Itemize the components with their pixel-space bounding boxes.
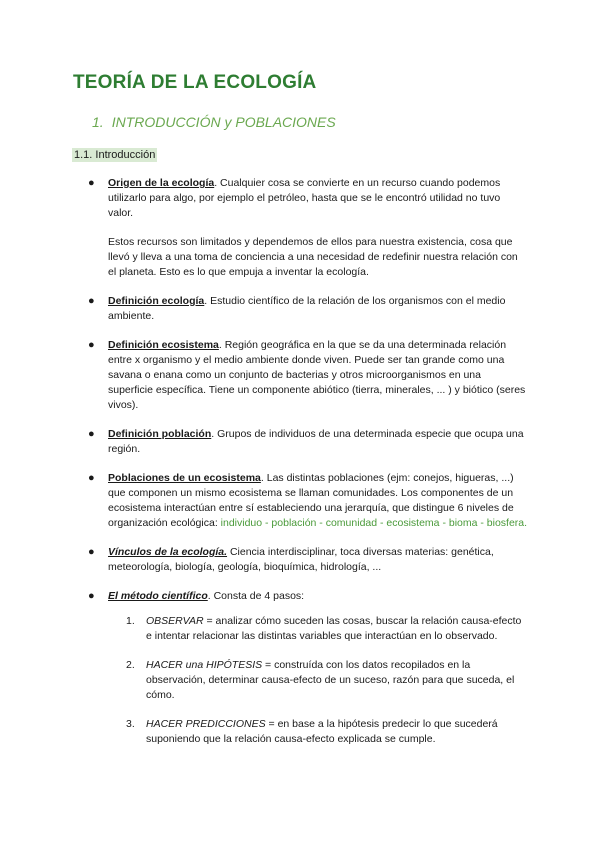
item-paragraph <box>108 294 528 324</box>
section-heading <box>92 114 336 130</box>
item-paragraph <box>108 545 528 575</box>
numbered-steps <box>126 614 528 747</box>
step-label: OBSERVAR <box>146 615 204 627</box>
bullet-icon: ● <box>88 177 95 189</box>
step-number: 3. <box>126 718 135 730</box>
step-number: 2. <box>126 659 135 671</box>
item-text: Ciencia interdisciplinar, toca diversas materias: genética, meteorología, biología, geología, bioquímica, hidrología, ... <box>108 546 494 573</box>
item-term: Poblaciones de un ecosistema <box>108 472 261 484</box>
bullet-icon: ● <box>88 546 95 558</box>
item-text: . Cualquier cosa se convierte en un recurso cuando podemos utilizarlo para algo, por ejemplo el petróleo, hasta que se le encontró utilidad no tuvo valor. <box>108 177 501 219</box>
item-text: . Grupos de individuos de una determinada especie que ocupa una región. <box>108 428 524 455</box>
step-item <box>126 614 528 644</box>
item-paragraph <box>108 589 528 604</box>
step-item <box>126 658 528 703</box>
step-number: 1. <box>126 615 135 627</box>
subsection-heading: 1.1. Introducción <box>74 149 156 161</box>
list-item-metodo <box>88 589 528 747</box>
item-paragraph <box>108 176 528 221</box>
bullet-icon: ● <box>88 472 95 484</box>
step-text: = en base a la hipótesis predecir lo que sucederá suponiendo que la relación causa-efecto explicada se cumple. <box>146 718 498 745</box>
step-text: = analizar cómo suceden las cosas, buscar la relación causa-efecto e intentar relacionar las distintas variables que interactúan en lo observado. <box>146 615 522 642</box>
page-title: TEORÍA DE LA ECOLOGÍA <box>73 72 317 93</box>
section-number: 1. <box>92 114 104 130</box>
list-item-def-ecosistema <box>88 338 528 413</box>
item-paragraph <box>108 427 528 457</box>
item-term: Definición población <box>108 428 212 440</box>
bullet-icon: ● <box>88 295 95 307</box>
step-item <box>126 717 528 747</box>
item-text: . Región geográfica en la que se da una determinada relación entre x organismo y el medio ambiente donde viven. Puede ser tan grande como una savana o enana como un conjunto de bacterias y otros microorganismos en una superficie específica. Tiene un componente abiótico (tierra, minerales, ... ) y biótico (seres vivos). <box>108 339 526 411</box>
item-paragraph <box>108 338 528 413</box>
bullet-icon: ● <box>88 428 95 440</box>
item-paragraph <box>108 471 528 531</box>
list-item-origen <box>88 176 528 280</box>
step-label: HACER PREDICCIONES <box>146 718 266 730</box>
item-text: . Consta de 4 pasos: <box>207 590 305 602</box>
item-term: El método científico <box>108 590 208 602</box>
item-paragraph-2: Estos recursos son limitados y dependemos de ellos para nuestra existencia, cosa que llevó y lleva a una toma de conciencia a una necesidad de redefinir nuestra relación con el planeta. Esto es lo que empuja a inventar la ecología. <box>108 236 518 278</box>
item-term: Definición ecosistema <box>108 339 219 351</box>
bullet-icon: ● <box>88 339 95 351</box>
list-item-poblaciones <box>88 471 528 531</box>
item-term: Vínculos de la ecología. <box>108 546 228 558</box>
bullet-list <box>88 176 528 761</box>
item-term: Origen de la ecología <box>108 177 215 189</box>
step-label: HACER una HIPÓTESIS <box>146 659 263 671</box>
bullet-icon: ● <box>88 590 95 602</box>
list-item-def-poblacion <box>88 427 528 457</box>
step-text: = construída con los datos recopilados en la observación, determinar causa-efecto de un suceso, razón para que suceda, el cómo. <box>146 659 515 701</box>
item-term: Definición ecología <box>108 295 205 307</box>
item-text: . Estudio científico de la relación de los organismos con el medio ambiente. <box>108 295 506 322</box>
ecological-levels: individuo - población - comunidad - ecosistema - bioma - biosfera. <box>220 517 528 529</box>
item-text: . Las distintas poblaciones (ejm: conejos, higueras, ...) que componen un mismo ecosistema se llaman comunidades. Los componentes de un ecosistema interactúan entre sí estableciendo una jerarquía, que distingue 6 niveles de organización ecológica: <box>108 472 514 529</box>
section-title: INTRODUCCIÓN y POBLACIONES <box>111 114 336 130</box>
list-item-vinculos <box>88 545 528 575</box>
list-item-def-ecologia <box>88 294 528 324</box>
